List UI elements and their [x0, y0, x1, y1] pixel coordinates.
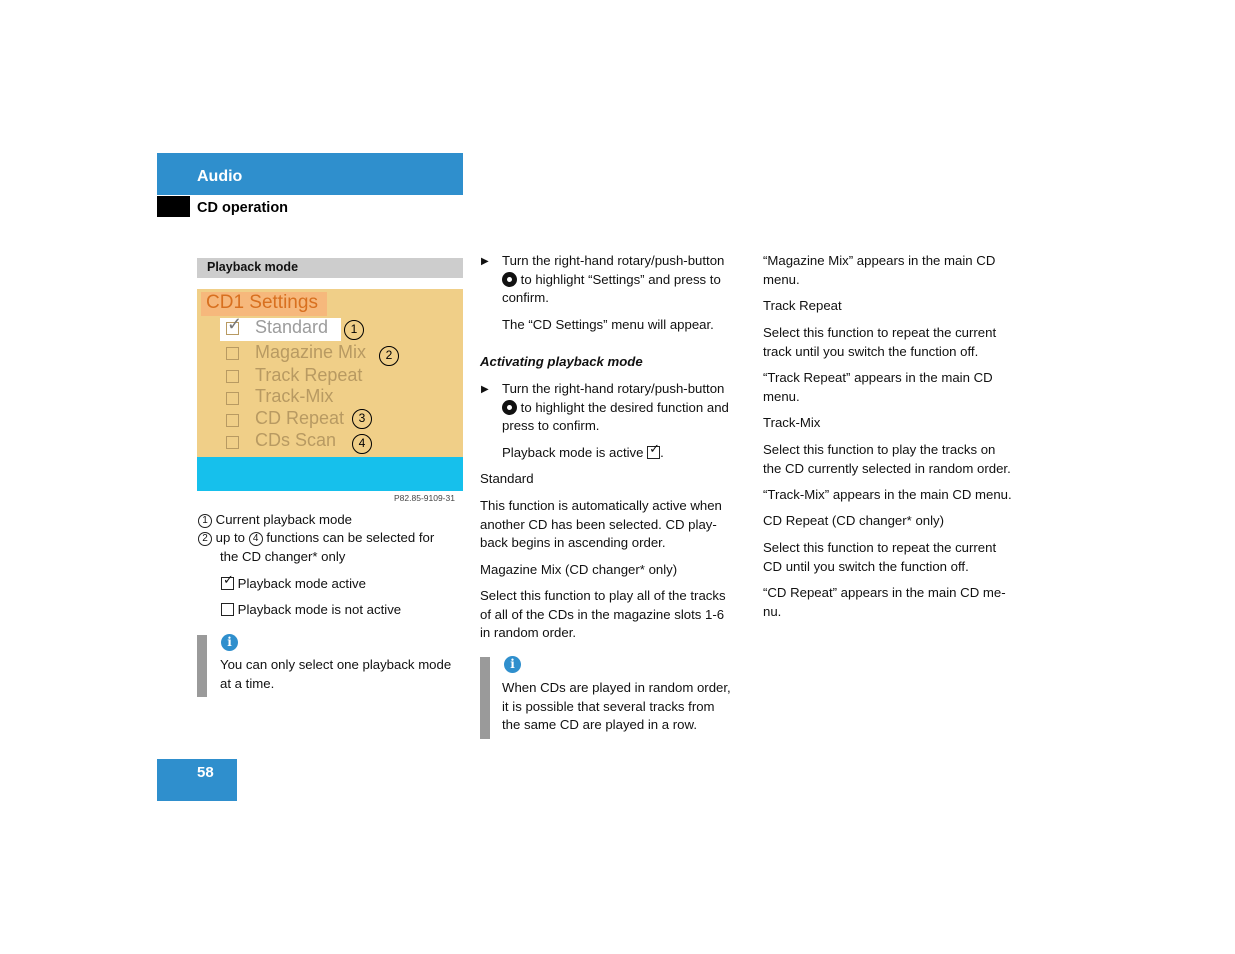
note-text: When CDs are played in random order, it is possible that several tracks from the same CD are played in a row.: [502, 680, 731, 732]
note-bar: [197, 635, 207, 697]
term-standard: Standard: [480, 471, 534, 486]
option-checkbox: [226, 436, 239, 449]
step-1: Turn the right-hand rotary/push-button to highlight “Settings” and press to confirm.: [502, 253, 725, 305]
paragraph: Select this function to repeat the current CD until you switch the function off.: [763, 540, 997, 574]
subheading: Activating playback mode: [480, 354, 643, 369]
page-number: 58: [197, 764, 214, 781]
legend-number-1: 1: [198, 514, 212, 528]
option-checkbox: [226, 414, 239, 427]
checked-box-icon: ✓: [647, 446, 660, 459]
screen-title: CD1 Settings: [206, 292, 318, 313]
paragraph: “Track-Mix” appears in the main CD menu.: [763, 487, 1012, 502]
option-track-repeat: Track Repeat: [255, 365, 363, 385]
option-track-mix: Track-Mix: [255, 386, 334, 406]
legend-text: Current playback mode: [215, 512, 353, 527]
screen-status-bar: [197, 457, 463, 491]
magazine-mix-description: Select this function to play all of the tracks of all of the CDs in the magazine slots 1-6 in random order.: [480, 588, 726, 640]
legend-active: ✓ Playback mode active: [223, 572, 366, 591]
legend-inactive: Playback mode is not active: [221, 601, 401, 620]
option-cd-repeat: CD Repeat: [255, 408, 345, 428]
note-text: You can only select one playback mode at a time.: [220, 657, 452, 691]
paragraph: “CD Repeat” appears in the main CD me- nu.: [763, 585, 1006, 619]
step-2: Turn the right-hand rotary/push-button to highlight the desired function and press to confirm.: [502, 381, 729, 433]
callout-1: 1: [344, 320, 364, 340]
section-subtitle: CD operation: [197, 200, 289, 216]
paragraph: Select this function to play the tracks on the CD currently selected in random order.: [763, 442, 1011, 476]
option-checkbox: [226, 347, 239, 360]
step-arrow-icon: ▶: [481, 384, 489, 395]
step-2-result: Playback mode is active ✓ .: [502, 441, 664, 460]
note-bar: [480, 657, 490, 739]
option-checkbox: ✓: [227, 314, 243, 334]
step-1-result: The “CD Settings” menu will appear.: [502, 317, 714, 332]
checked-box-icon: ✓: [221, 577, 234, 590]
rotary-button-icon: [502, 272, 517, 287]
term-track-mix: Track-Mix: [763, 415, 821, 430]
option-standard: Standard: [255, 317, 329, 337]
step-arrow-icon: ▶: [481, 256, 489, 267]
callout-2: 2: [379, 346, 399, 366]
empty-box-icon: [221, 603, 234, 616]
legend-item-2-line2: the CD changer* only: [220, 549, 346, 564]
paragraph: “Track Repeat” appears in the main CD menu.: [763, 370, 993, 404]
callout-4: 4: [352, 434, 372, 454]
term-cd-repeat: CD Repeat (CD changer* only): [763, 513, 945, 528]
standard-description: This function is automatically active when another CD has been selected. CD play- back begins in ascending order.: [480, 498, 722, 550]
option-cds-scan: CDs Scan: [255, 430, 337, 450]
legend-item-1: [198, 511, 468, 530]
rotary-button-icon: [502, 400, 517, 415]
term-track-repeat: Track Repeat: [763, 298, 842, 313]
cd-settings-screen: [197, 289, 463, 491]
term-magazine-mix: Magazine Mix (CD changer* only): [480, 562, 678, 577]
option-magazine-mix: Magazine Mix: [255, 342, 367, 362]
figure-reference: P82.85-9109-31: [394, 493, 455, 503]
paragraph: “Magazine Mix” appears in the main CD menu.: [763, 253, 996, 287]
subheader-marker: [157, 196, 190, 217]
paragraph: Select this function to repeat the current track until you switch the function off.: [763, 325, 997, 359]
chapter-title: Audio: [197, 168, 243, 185]
legend-number-4: 4: [249, 532, 263, 546]
option-checkbox: [226, 370, 239, 383]
section-heading: Playback mode: [207, 260, 299, 274]
legend-item-2: 2 up to 4 functions can be selected for: [198, 529, 468, 548]
option-checkbox: [226, 392, 239, 405]
legend-number-2: 2: [198, 532, 212, 546]
info-icon: i: [504, 656, 521, 673]
info-icon: i: [221, 634, 238, 651]
callout-3: 3: [352, 409, 372, 429]
